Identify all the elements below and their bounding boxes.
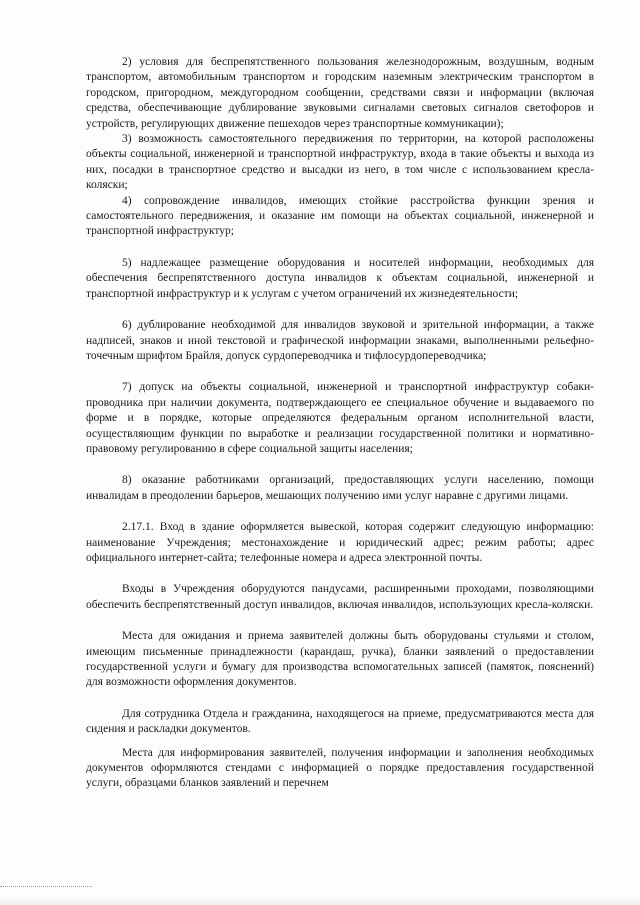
paragraph-entrance-ramps: Входы в Учреждения оборудуются пандусами, расширенными проходами, позволяющими обеспечить беспрепятственный доступ инвалидов, включая инвалидов, использующих кресла-коляски.: [86, 583, 594, 611]
paragraph-waiting-places: Места для ожидания и приема заявителей должны быть оборудованы стульями и столом, имеющим письменные принадлежности (карандаш, ручка), бланки заявлений о предоставлении государственной услуги и бумагу для производства вспомогательных записей (памяток, пояснений) для возможности оформления документов.: [86, 630, 594, 689]
paragraph-item-4: 4) сопровождение инвалидов, имеющих стойкие расстройства функции зрения и самостоятельного передвижения, и оказание им помощи на объектах социальной, инженерной и транспортной инфраструктур;: [86, 194, 594, 238]
scan-bottom-edge: [0, 897, 640, 905]
paragraph-item-5: 5) надлежащее размещение оборудования и носителей информации, необходимых для обеспечения беспрепятственного доступа инвалидов к объектам социальной, инженерной и транспортной инфраструктур и к услугам с учетом ограничений их жизнедеятельности;: [86, 256, 594, 300]
paragraph-item-2: 2) условия для беспрепятственного пользования железнодорожным, воздушным, водным транспортом, автомобильным транспортом и городским наземным электрическим транспортом в городском, пригородном, междугородном сообщении, средствами связи и информации (включая средства, обеспечивающие дублирование звуковыми сигналами световых сигналов светофоров и устройств, регулирующих движение пешеходов через транспортные коммуникации);: [86, 56, 594, 130]
document-body: [86, 55, 594, 792]
paragraph-entrance-signage: 2.17.1. Вход в здание оформляется вывеской, которая содержит следующую информацию: наименование Учреждения; местонахождение и юридический адрес; режим работы; адрес официального интернет-сайта; телефонные номера и адреса электронной почты.: [86, 521, 594, 564]
paragraph-staff-seating: Для сотрудника Отдела и гражданина, находящегося на приеме, предусматриваются места для сидения и раскладки документов.: [86, 707, 594, 736]
paragraph-item-8: 8) оказание работниками организаций, предоставляющих услуги населению, помощи инвалидам в преодолении барьеров, мешающих получению ими услуг наравне с другими лицами.: [86, 474, 594, 502]
footer-dotted-line: [0, 886, 92, 887]
paragraph-item-3: 3) возможность самостоятельного передвижения по территории, на которой расположены объекты социальной, инженерной и транспортной инфраструктур, входа в такие объекты и выхода из них, посадки в транспортное средство и высадки из него, в том числе с использованием кресла-коляски;: [86, 133, 594, 192]
paragraph-item-7: 7) допуск на объекты социальной, инженерной и транспортной инфраструктур собаки-проводника при наличии документа, подтверждающего ее специальное обучение и выдаваемого по форме и в порядке, которые определяются федеральным органом исполнительной власти, осуществляющим функции по выработке и реализации государственной политики и нормативно-правовому регулированию в сфере социальной защиты населения;: [86, 381, 594, 455]
paragraph-item-6: 6) дублирование необходимой для инвалидов звуковой и зрительной информации, а также надписей, знаков и иной текстовой и графической информации знаками, выполненными рельефно-точечным шрифтом Брайля, допуск сурдопереводчика и тифлосурдопереводчика;: [86, 319, 594, 362]
paragraph-information-places: Места для информирования заявителей, получения информации и заполнения необходимых документов оформляются стендами с информацией о порядке предоставления государственной услуги, образцами бланков заявлений и перечнем: [86, 746, 594, 790]
